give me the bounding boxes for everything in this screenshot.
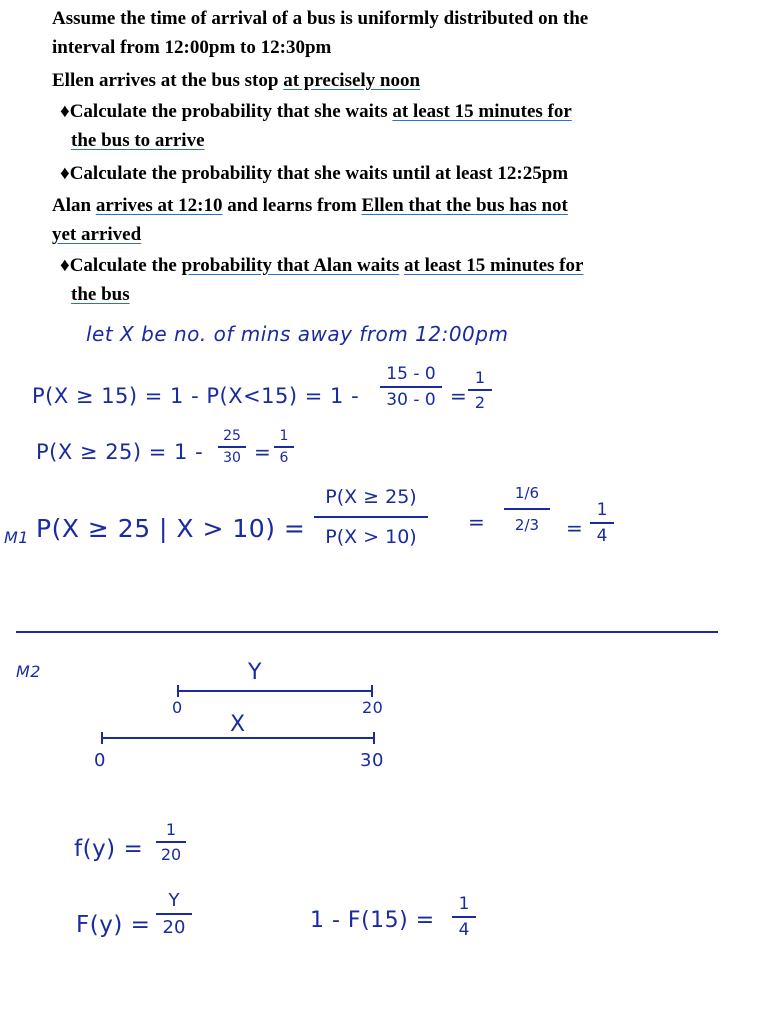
- denominator: P(X > 10): [325, 525, 417, 548]
- pdf-fraction: [156, 820, 186, 864]
- denominator: 2/3: [514, 515, 540, 534]
- numerator: Y: [168, 890, 180, 911]
- denominator: 4: [596, 525, 608, 546]
- cdf-lhs: F(y) =: [76, 912, 151, 938]
- denominator: 20: [162, 916, 186, 938]
- y-start-label: 0: [172, 698, 183, 717]
- text: Alan: [52, 195, 96, 216]
- bullet-icon: ♦: [60, 101, 70, 122]
- numerator: 1: [165, 820, 177, 839]
- numerator: 1: [279, 428, 289, 444]
- underlined-text: yet arrived: [52, 224, 142, 245]
- numerator: 1: [596, 500, 608, 520]
- text: and learns from: [222, 195, 362, 216]
- cdf-result: 1 - F(15) =: [310, 908, 435, 933]
- m1-label: M1: [4, 528, 29, 547]
- underlined-text: the bus: [71, 284, 130, 305]
- x-start-label: 0: [94, 750, 106, 771]
- cdf-fraction: [156, 890, 192, 938]
- let-definition: let X be no. of mins away from 12:00pm: [86, 322, 509, 346]
- fraction-bar: [156, 841, 186, 843]
- numerator: 25: [223, 428, 241, 444]
- y-end-label: 20: [362, 698, 384, 717]
- fraction-bar: [452, 916, 476, 918]
- problem-line-1: Assume the time of arrival of a bus is uniformly distributed on the: [52, 8, 589, 29]
- m2-label: M2: [16, 662, 41, 681]
- eq1-lhs: P(X ≥ 15) = 1 - P(X<15) = 1 -: [32, 384, 360, 408]
- eq1-equals: =: [450, 384, 468, 408]
- problem-line-2: interval from 12:00pm to 12:30pm: [52, 37, 332, 58]
- denominator: 30 - 0: [386, 389, 436, 410]
- text: Ellen arrives at the bus stop: [52, 70, 284, 91]
- denominator: 6: [279, 449, 289, 466]
- eq2-lhs: P(X ≥ 25) = 1 -: [36, 440, 204, 464]
- eq2-equals: =: [254, 440, 272, 464]
- bullet-icon: ♦: [60, 255, 70, 276]
- y-label: Y: [248, 660, 262, 685]
- underlined-text: at least 15 minutes for: [404, 255, 584, 276]
- numerator: P(X ≥ 25): [325, 486, 417, 508]
- bullet-icon: ♦: [60, 163, 70, 184]
- m1-equals-2: =: [566, 516, 584, 540]
- underlined-text: Ellen that the bus has not: [361, 195, 568, 216]
- text: Calculate the probability that she waits: [69, 101, 393, 122]
- cdf-result-fraction: [452, 894, 476, 940]
- text: Calculate the: [69, 255, 182, 276]
- numerator: 1: [474, 368, 486, 387]
- underlined-text: at least 15 minutes for: [392, 101, 572, 122]
- numerator: 1/6: [514, 484, 540, 502]
- underlined-text: arrives at 12:10: [95, 195, 223, 216]
- x-label: X: [230, 712, 246, 737]
- x-end-label: 30: [360, 750, 384, 771]
- m1-lhs: P(X ≥ 25 | X > 10) =: [36, 514, 306, 543]
- denominator: 4: [458, 919, 470, 940]
- fraction-bar: [156, 913, 192, 915]
- text: Calculate the probability that she waits until at least 12:25pm: [69, 163, 569, 184]
- denominator: 2: [474, 392, 486, 412]
- m1-equals-1: =: [468, 510, 486, 534]
- denominator: 20: [160, 844, 182, 864]
- underlined-text: probability that Alan waits: [181, 255, 400, 276]
- pdf-lhs: f(y) =: [74, 836, 144, 862]
- numerator: 1: [458, 894, 470, 914]
- denominator: 30: [223, 449, 241, 466]
- numerator: 15 - 0: [386, 364, 436, 384]
- underlined-text: at precisely noon: [283, 70, 421, 91]
- underlined-text: the bus to arrive: [71, 130, 205, 151]
